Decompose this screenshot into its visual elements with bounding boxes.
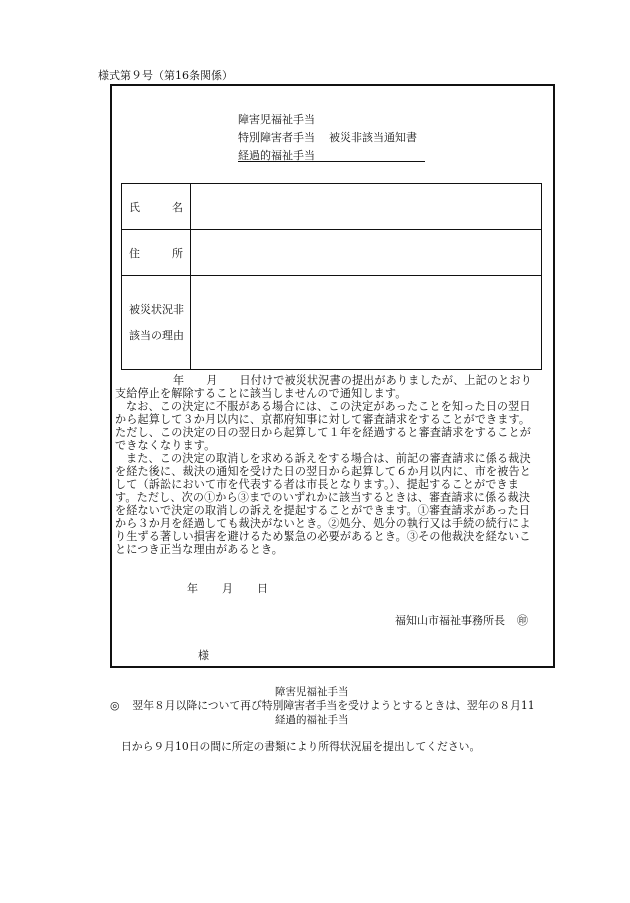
seal-mark: ㊞: [517, 614, 528, 627]
issue-date-year: 年: [187, 582, 198, 595]
note-text-span: を受けようとするときは、翌年の８月11: [337, 699, 535, 712]
body-line: り生ずる著しい損害を避けるため緊急の必要があるとき。③その他裁決を経ないこ: [115, 530, 531, 543]
body-text-span: 日付けで被災状況書の提出がありましたが、上記のとおり: [239, 374, 532, 387]
address-row: [122, 230, 542, 276]
body-line: す。ただし、次の①から③までのいずれかに該当するときは、審査請求に係る裁決: [115, 491, 531, 504]
issuer-block: [395, 612, 528, 628]
body-line: から起算して３か月以内に、京都府知事に対して審査請求をすることができます。: [115, 413, 531, 426]
address-label-char-2: 所: [172, 246, 183, 260]
body-line: また、この決定の取消しを求める訴えをする場合は、前記の審査請求に係る裁決: [126, 452, 531, 465]
addressee-suffix: 様: [198, 649, 209, 662]
reason-row: [122, 276, 542, 370]
body-line: を経た後に、裁決の通知を受けた日の翌日から起算して６か月以内に、市を被告と: [115, 465, 532, 478]
body-line: して（訴訟において市を代表する者は市長となります。）、提起することができま: [115, 478, 520, 491]
body-line: [115, 374, 552, 387]
body-line: から３か月を経過しても裁決がないとき。②処分、処分の執行又は手続の続行によ: [115, 517, 531, 530]
note-stacked-top: 障害児福祉手当: [275, 686, 349, 698]
decision-month-label: 月: [206, 374, 218, 387]
form-number-label: 様式第９号（第16条関係）: [98, 69, 233, 82]
address-label-char-1: 住: [129, 246, 140, 260]
title-line-1: 障害児福祉手当: [238, 113, 315, 126]
reason-label-line-2: 該当の理由: [129, 328, 184, 342]
notice-body: [115, 374, 552, 556]
title-underline: [238, 161, 425, 162]
reason-label-cell: [122, 276, 191, 370]
note-bullet: ◎: [110, 699, 120, 712]
body-line: ただし、この決定の日の翌日から起算して１年を経過すると審査請求をすることが: [115, 426, 532, 439]
reason-label-line-1: 被災状況非: [129, 302, 184, 316]
recipient-info-table: [121, 183, 542, 370]
body-line: できなくなります。: [115, 439, 216, 452]
issuer-name: 福知山市福祉事務所長: [395, 614, 505, 627]
note-line-1: [110, 698, 535, 713]
name-label-cell: [122, 184, 191, 230]
document-title: 被災非該当通知書: [329, 131, 417, 144]
address-label-cell: [122, 230, 191, 276]
note-text-span: 翌年８月以降について再び: [132, 699, 262, 712]
reason-value-cell: [191, 276, 542, 370]
title-line-3: 経過的福祉手当: [238, 149, 315, 162]
name-label-char-2: 名: [172, 200, 183, 214]
name-value-cell: [191, 184, 542, 230]
address-value-cell: [191, 230, 542, 276]
issue-date: [187, 580, 268, 596]
note-line-2: 日から９月10日の間に所定の書類により所得状況届を提出してください。: [121, 740, 481, 753]
note-stacked-bottom: 経過的福祉手当: [275, 714, 349, 726]
issue-date-day: 日: [257, 582, 268, 595]
title-line-2: [238, 129, 417, 145]
body-line: を経ないで決定の取消しの訴えを提起することができます。①審査請求があった日: [115, 504, 531, 517]
name-row: [122, 184, 542, 230]
issue-date-month: 月: [222, 582, 233, 595]
decision-year-label: 年: [173, 374, 185, 387]
name-label-char-1: 氏: [129, 200, 140, 214]
body-line: 支給停止を解除することに該当しませんので通知します。: [115, 387, 407, 400]
body-line: なお、この決定に不服がある場合には、この決定があったことを知った日の翌日: [126, 400, 531, 413]
body-line: とにつき正当な理由があるとき。: [115, 543, 283, 556]
note-allowance-name: 特別障害者手当: [261, 699, 338, 712]
title-line-2-allowance: 特別障害者手当: [238, 131, 315, 144]
